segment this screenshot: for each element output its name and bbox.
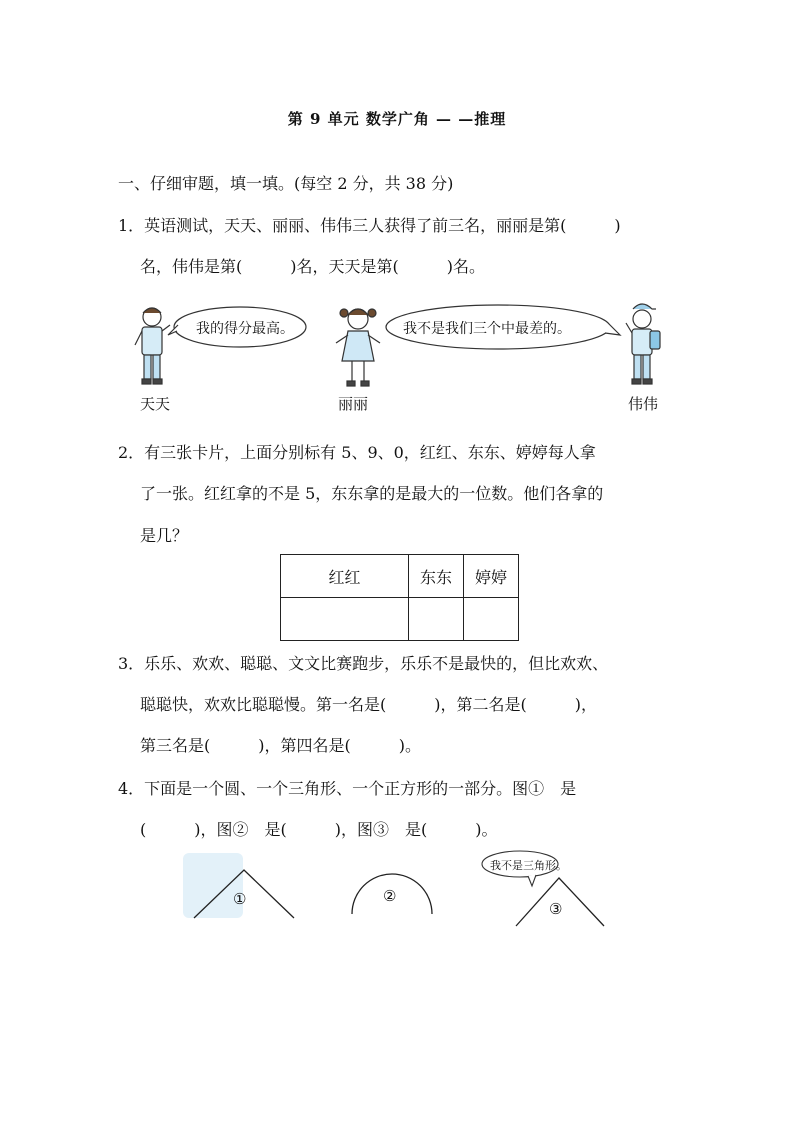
q4-line2: ( )，图② 是( )，图③ 是( )。 — [140, 820, 498, 839]
figure-1-label: ① — [233, 890, 247, 908]
q1-illustration — [130, 295, 690, 420]
header-dongdong: 东东 — [409, 555, 464, 598]
header-tingting: 婷婷 — [464, 555, 519, 598]
q3-line2: 聪聪快，欢欢比聪聪慢。第一名是( )，第二名是( )， — [140, 695, 597, 714]
figure-3-label: ③ — [549, 900, 563, 918]
watermark-logo — [183, 853, 243, 918]
answer-cell-tingting[interactable] — [464, 598, 519, 641]
q2-line3: 是几？ — [140, 526, 189, 545]
figure-2-label: ② — [383, 887, 397, 905]
q2-answer-table — [280, 554, 519, 641]
weiwei-figure — [626, 304, 660, 384]
weiwei-bubble-text: 我不是我们三个中最差的。 — [403, 321, 571, 337]
section-heading: 一、仔细审题，填一填。(每空 2 分，共 38 分) — [118, 174, 454, 193]
lili-name: 丽丽 — [338, 395, 369, 413]
table-answer-row — [281, 598, 519, 641]
page-title: 第 9 单元 数学广角 — —推理 — [287, 110, 507, 128]
q3-line1: 3．乐乐、欢欢、聪聪、文文比赛跑步，乐乐不是最快的，但比欢欢、 — [118, 654, 609, 673]
tiantian-bubble-text: 我的得分最高。 — [196, 321, 294, 337]
q1-line1: 1．英语测试，天天、丽丽、伟伟三人获得了前三名，丽丽是第( ) — [118, 216, 621, 235]
tiantian-figure — [135, 308, 170, 384]
q2-line2: 了一张。红红拿的不是 5，东东拿的是最大的一位数。他们各拿的 — [140, 484, 604, 503]
header-honghong: 红红 — [281, 555, 409, 598]
q2-line1: 2．有三张卡片，上面分别标有 5、9、0，红红、东东、婷婷每人拿 — [118, 443, 596, 462]
q3-line3: 第三名是( )，第四名是( )。 — [140, 736, 421, 755]
lili-figure — [336, 309, 380, 386]
q4-line1: 4．下面是一个圆、一个三角形、一个正方形的一部分。图① 是 — [118, 779, 577, 798]
answer-cell-dongdong[interactable] — [409, 598, 464, 641]
tiantian-name: 天天 — [140, 395, 171, 413]
table-header-row — [281, 555, 519, 598]
answer-cell-honghong[interactable] — [281, 598, 409, 641]
q1-line2: 名，伟伟是第( )名，天天是第( )名。 — [140, 257, 485, 276]
figure-3-bubble-text: 我不是三角形。 — [490, 859, 567, 872]
weiwei-name: 伟伟 — [628, 395, 659, 413]
